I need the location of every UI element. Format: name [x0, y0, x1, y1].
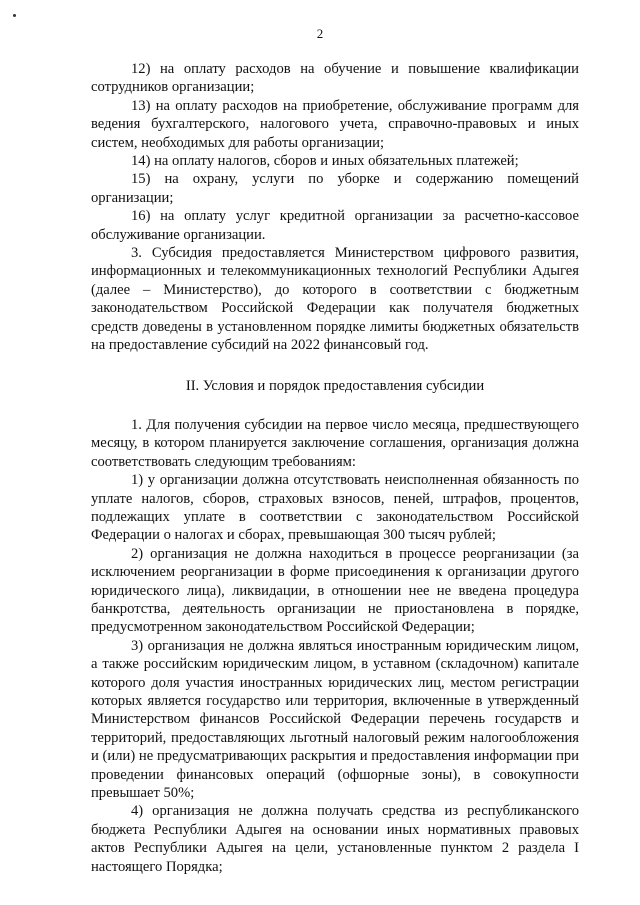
paragraph-clause-3: 3. Субсидия предоставляется Министерством цифрового развития, информационных и телекоммуникационных технологий Республики Адыгея (далее – Министерство), до которого в соответствии с бюджетным законодательством Российской Федерации как получателя бюджетных средств доведены в установленном порядке лимиты бюджетных обязательств на предоставление субсидий на 2022 финансовый год.	[91, 245, 579, 354]
section-heading: II. Условия и порядок предоставления субсидии	[185, 377, 485, 394]
paragraph-clause-1: 1. Для получения субсидии на первое число месяца, предшествующего месяцу, в котором планируется заключение соглашения, организация должна соответствовать следующим требованиям:	[91, 416, 579, 470]
paragraph-requirement-2: 2) организация не должна находиться в процессе реорганизации (за исключением реорганизации в форме присоединения к организации другого юридического лица), ликвидации, в отношении нее не введена процедура банкротства, деятельность организации не приостановлена в порядке, предусмотренном законодательством Российской Федерации;	[91, 545, 579, 636]
document-body	[91, 60, 579, 876]
paragraph-requirement-1: 1) у организации должна отсутствовать неисполненная обязанность по уплате налогов, сборов, страховых взносов, пеней, штрафов, процентов, подлежащих уплате в соответствии с законодательством Российской Федерации о налогах и сборах, превышающая 300 тысяч рублей;	[91, 472, 579, 544]
scan-speck	[13, 14, 16, 17]
paragraph-item-16: 16) на оплату услуг кредитной организации за расчетно-кассовое обслуживание организации.	[91, 208, 579, 243]
paragraph-item-15: 15) на охрану, услуги по уборке и содержанию помещений организации;	[91, 171, 579, 206]
paragraph-item-12: 12) на оплату расходов на обучение и повышение квалификации сотрудников организации;	[91, 61, 579, 96]
paragraph-requirement-4: 4) организация не должна получать средства из республиканского бюджета Республики Адыгея на основании иных нормативных правовых актов Республики Адыгея на цели, установленные пунктом 2 раздела I настоящего Порядка;	[91, 803, 579, 875]
paragraph-item-13: 13) на оплату расходов на приобретение, обслуживание программ для ведения бухгалтерского, налогового учета, справочно-правовых и иных систем, необходимых для работы организации;	[91, 97, 579, 151]
paragraph-requirement-3: 3) организация не должна являться иностранным юридическим лицом, а также российским юридическим лицом, в уставном (складочном) капитале которого доля участия иностранных юридических лиц, местом регистрации которых является государство или территория, включенные в утвержденный Министерством финансов Российской Федерации перечень государств и территорий, предоставляющих льготный налоговый режим налогообложения и (или) не предусматривающих раскрытия и предоставления информации при проведении финансовых операций (офшорные зоны), в совокупности превышает 50%;	[91, 637, 579, 802]
paragraph-item-14: 14) на оплату налогов, сборов и иных обязательных платежей;	[131, 153, 519, 170]
page-number: 2	[316, 26, 324, 41]
